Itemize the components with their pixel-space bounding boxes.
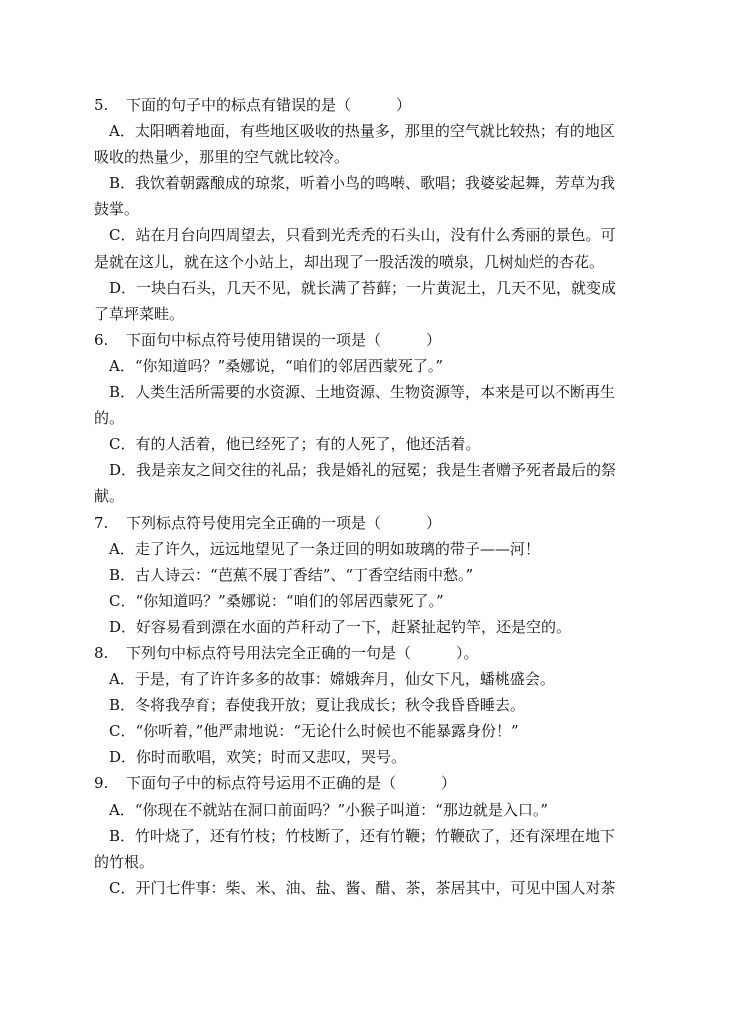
- option-d: D．一块白石头，几天不见，就长满了苔藓；一片黄泥土，几天不见，就变成: [109, 278, 617, 297]
- option-b-cont: 的。: [94, 409, 125, 428]
- option-a: A．太阳晒着地面，有些地区吸收的热量多，那里的空气就比较热；有的地区: [109, 122, 615, 141]
- question-text: 下面的句子中的标点有错误的是（ ）: [126, 96, 412, 114]
- option-c: C．开门七件事：柴、米、油、盐、酱、醋、茶，茶居其中，可见中国人对茶: [109, 878, 616, 897]
- option-a-cont: 吸收的热量少，那里的空气就比较冷。: [94, 148, 350, 167]
- option-a: A．“你现在不就站在洞口前面吗？”小猴子叫道：“那边就是入口。”: [109, 800, 549, 819]
- exam-page: [94, 92, 654, 901]
- option-b: B．我饮着朝露酿成的琼浆，听着小鸟的鸣啭、歌唱；我婆娑起舞，芳草为我: [109, 174, 616, 193]
- question-5: [94, 92, 654, 327]
- question-6: [94, 327, 654, 510]
- option-c-cont: 是就在这儿，就在这个小站上，却出现了一股活泼的喷泉，几树灿烂的杏花。: [94, 252, 605, 271]
- option-b: B．冬将我孕育；春使我开放；夏让我成长；秋令我昏昏睡去。: [109, 696, 526, 715]
- question-text: 下面句中标点符号使用错误的一项是（ ）: [126, 330, 442, 349]
- question-stem: [94, 327, 654, 353]
- question-number: 9.: [94, 774, 109, 793]
- option-c: C．“你听着，”他严肃地说：“无论什么时候也不能暴露身份！”: [109, 722, 519, 741]
- option-b: B．竹叶烧了，还有竹枝；竹枝断了，还有竹鞭；竹鞭砍了，还有深埋在地下: [109, 826, 616, 845]
- question-number: 8.: [94, 643, 109, 662]
- question-9: [94, 770, 654, 900]
- option-a: A．“你知道吗？”桑娜说，“咱们的邻居西蒙死了。”: [109, 356, 444, 375]
- question-stem: [94, 640, 654, 666]
- question-number: 7.: [94, 513, 109, 532]
- option-c: C．有的人活着，他已经死了；有的人死了，他还活着。: [109, 435, 481, 454]
- question-stem: [94, 510, 654, 536]
- option-b-cont: 鼓掌。: [94, 200, 140, 219]
- option-b-cont: 的竹根。: [94, 852, 155, 871]
- question-stem: [94, 92, 654, 118]
- question-text: 下列句中标点符号用法完全正确的一句是（ ）。: [126, 643, 479, 662]
- option-a: A．走了许久，远远地望见了一条迂回的明如玻璃的带子——河！: [109, 539, 540, 558]
- option-d: D．我是亲友之间交往的礼品；我是婚礼的冠冕；我是生者赠予死者最后的祭: [109, 461, 617, 480]
- option-b: B．人类生活所需要的水资源、土地资源、生物资源等，本来是可以不断再生: [109, 383, 616, 402]
- question-text: 下面句子中的标点符号运用不正确的是（ ）: [126, 774, 457, 793]
- question-number: 6.: [94, 330, 109, 349]
- option-b: B．古人诗云：“芭蕉不展丁香结”、“丁香空结雨中愁。”: [109, 565, 474, 584]
- option-d-cont: 了草坪菜畦。: [94, 304, 185, 323]
- question-text: 下列标点符号使用完全正确的一项是（ ）: [126, 513, 442, 532]
- question-number: 5.: [94, 96, 109, 114]
- option-d: D．你时而歌唱，欢笑；时而又悲叹，哭号。: [109, 748, 407, 767]
- option-c: C．“你知道吗？”桑娜说：“咱们的邻居西蒙死了。”: [109, 591, 444, 610]
- question-stem: [94, 770, 654, 796]
- option-d: D．好容易看到漂在水面的芦秆动了一下，赶紧扯起钓竿，还是空的。: [109, 617, 572, 636]
- question-7: [94, 510, 654, 640]
- option-c: C．站在月台向四周望去，只看到光秃秃的石头山，没有什么秀丽的景色。可: [109, 226, 616, 245]
- question-8: [94, 640, 654, 770]
- option-a: A．于是，有了许许多多的故事：嫦娥奔月，仙女下凡，蟠桃盛会。: [109, 670, 555, 689]
- option-d-cont: 献。: [94, 487, 125, 506]
